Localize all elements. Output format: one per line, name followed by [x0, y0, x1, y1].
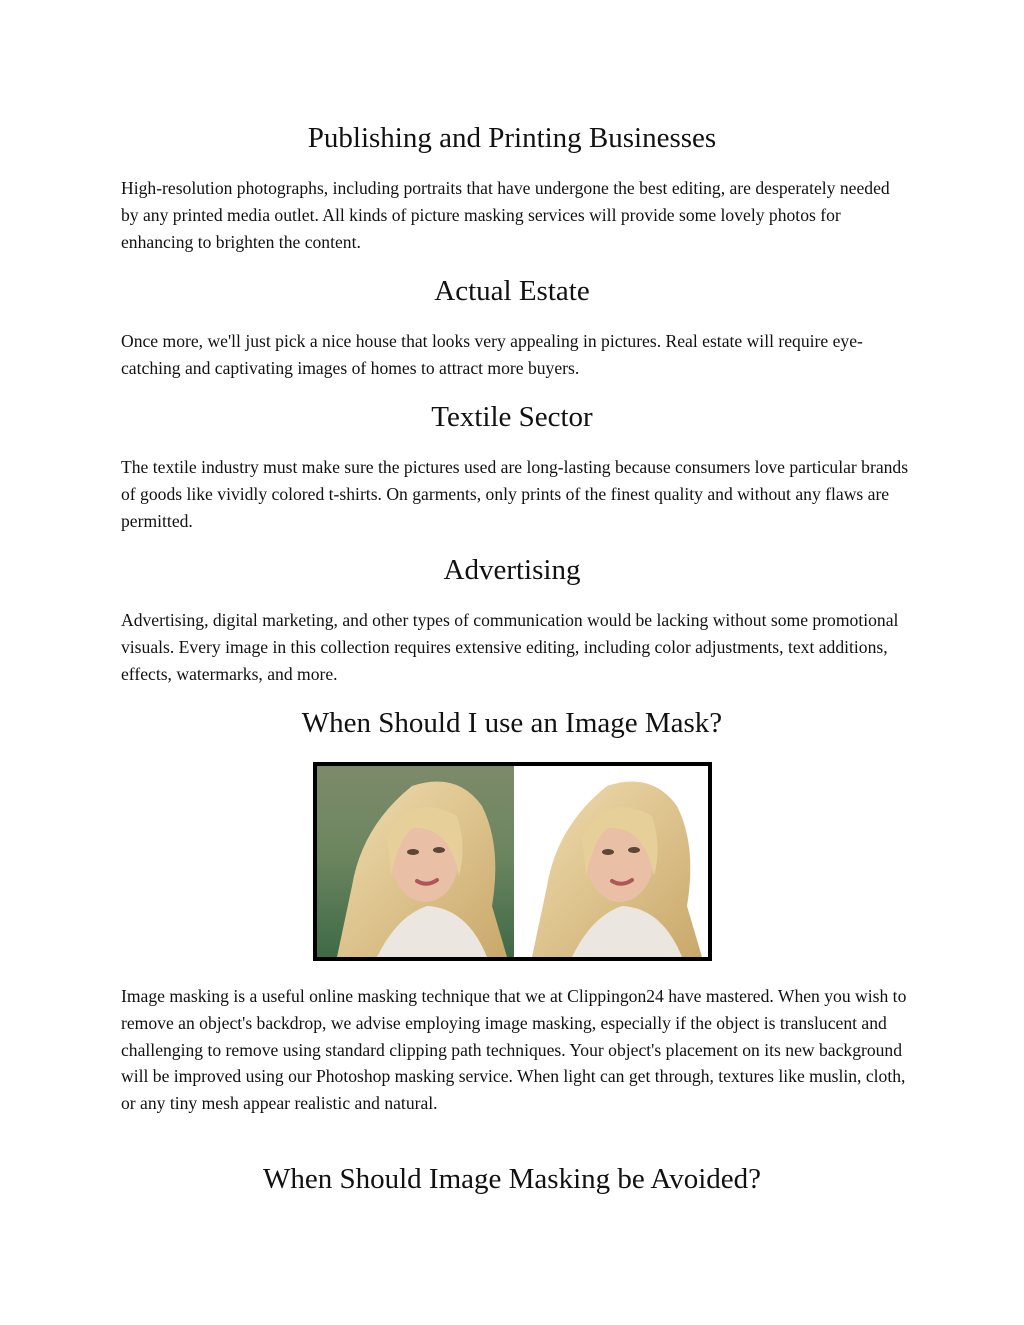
paragraph-textile-sector: The textile industry must make sure the pictures used are long-lasting because consumers love particular brands of goods like vividly colored t-shirts. On garments, only prints of the finest quality and without any flaws are permitted.: [121, 457, 909, 531]
heading-publishing: Publishing and Printing Businesses: [307, 122, 717, 154]
paragraph-publishing: High-resolution photographs, including portraits that have undergone the best editing, are desperately needed by any printed media outlet. All kinds of picture masking services will provide some lovely photos for enhancing to brighten the content.: [121, 178, 890, 252]
heading-actual-estate: Actual Estate: [434, 275, 590, 307]
paragraph-when-use-image-mask: Image masking is a useful online masking technique that we at Clippingon24 have mastered. When you wish to remove an object's backdrop, we advise employing image masking, especially if the object is translucent and challenging to remove using standard clipping path techniques. Your object's placement on its new background will be improved using our Photoshop masking service. When light can get through, textures like muslin, cloth, or any tiny mesh appear realistic and natural.: [121, 986, 907, 1114]
heading-when-use-image-mask: When Should I use an Image Mask?: [301, 707, 723, 739]
paragraph-actual-estate: Once more, we'll just pick a nice house that looks very appealing in pictures. Real estate will require eye-catching and captivating images of homes to attract more buyers.: [121, 331, 863, 378]
after-photo: [514, 766, 708, 957]
heading-textile-sector: Textile Sector: [431, 401, 593, 433]
paragraph-advertising: Advertising, digital marketing, and other types of communication would be lacking without some promotional visuals. Every image in this collection requires extensive editing, including color adjustments, text additions, effects, watermarks, and more.: [121, 610, 899, 684]
heading-advertising: Advertising: [443, 554, 581, 586]
heading-when-avoid-image-masking: When Should Image Masking be Avoided?: [263, 1163, 761, 1195]
before-after-figure: [313, 762, 712, 961]
before-photo: [317, 766, 514, 957]
